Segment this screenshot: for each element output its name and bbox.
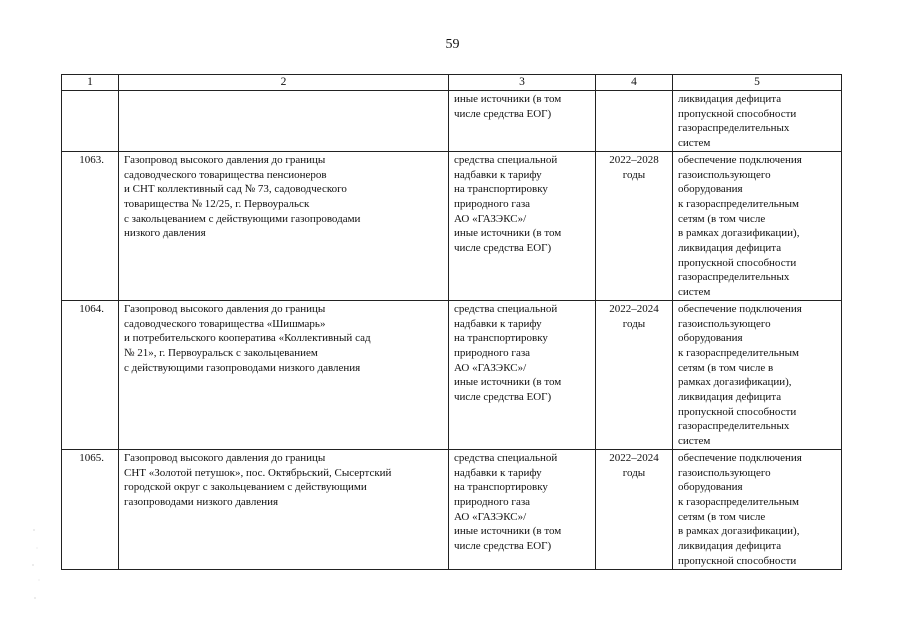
column-header: 2 (119, 75, 449, 91)
period-cell: 2022–2024 годы (596, 300, 673, 449)
column-header: 5 (673, 75, 842, 91)
row-number-cell (62, 91, 119, 152)
page-number: 59 (445, 37, 460, 52)
scan-artifact-dots (30, 520, 50, 620)
period-cell: 2022–2028 годы (596, 151, 673, 300)
object-name-cell: Газопровод высокого давления до границы садоводческого товарищества пенсионеров и СНТ коллективный сад № 73, садоводческого товарищества № 12/25, г. Первоуральск с закольцеванием с действующими газопроводами низкого давления (119, 151, 449, 300)
funding-source-cell: средства специальной надбавки к тарифу на транспортировку природного газа АО «ГАЗЭКС»/ иные источники (в том числе средства ЕОГ) (449, 300, 596, 449)
purpose-cell: обеспечение подключения газоиспользующего оборудования к газораспределительным сетям (в том числе в рамках догазификации), ликвидация дефицита пропускной способности газораспределительных систем (673, 151, 842, 300)
period-cell (596, 91, 673, 152)
table-row (62, 300, 842, 449)
purpose-cell: обеспечение подключения газоиспользующего оборудования к газораспределительным сетям (в том числе в рамках догазификации), ликвидация дефицита пропускной способности (673, 449, 842, 569)
funding-source-cell: иные источники (в том числе средства ЕОГ) (449, 91, 596, 152)
document-table (61, 74, 842, 570)
column-header: 1 (62, 75, 119, 91)
row-number-cell: 1065. (62, 449, 119, 569)
table-row (62, 91, 842, 152)
column-header: 3 (449, 75, 596, 91)
table-row (62, 449, 842, 569)
purpose-cell: обеспечение подключения газоиспользующего оборудования к газораспределительным сетям (в том числе в рамках догазификации), ликвидация дефицита пропускной способности газораспределительных систем (673, 300, 842, 449)
table-row (62, 151, 842, 300)
row-number-cell: 1063. (62, 151, 119, 300)
funding-source-cell: средства специальной надбавки к тарифу на транспортировку природного газа АО «ГАЗЭКС»/ иные источники (в том числе средства ЕОГ) (449, 151, 596, 300)
funding-source-cell: средства специальной надбавки к тарифу на транспортировку природного газа АО «ГАЗЭКС»/ иные источники (в том числе средства ЕОГ) (449, 449, 596, 569)
object-name-cell: Газопровод высокого давления до границы садоводческого товарищества «Шишмарь» и потребительского кооператива «Коллективный сад № 21», г. Первоуральск с закольцеванием с действующими газопроводами низкого давления (119, 300, 449, 449)
object-name-cell (119, 91, 449, 152)
purpose-cell: ликвидация дефицита пропускной способности газораспределительных систем (673, 91, 842, 152)
column-header: 4 (596, 75, 673, 91)
period-cell: 2022–2024 годы (596, 449, 673, 569)
object-name-cell: Газопровод высокого давления до границы СНТ «Золотой петушок», пос. Октябрьский, Сысертский городской округ с закольцеванием с действующими газопроводами низкого давления (119, 449, 449, 569)
table-header-row (62, 75, 842, 91)
row-number-cell: 1064. (62, 300, 119, 449)
